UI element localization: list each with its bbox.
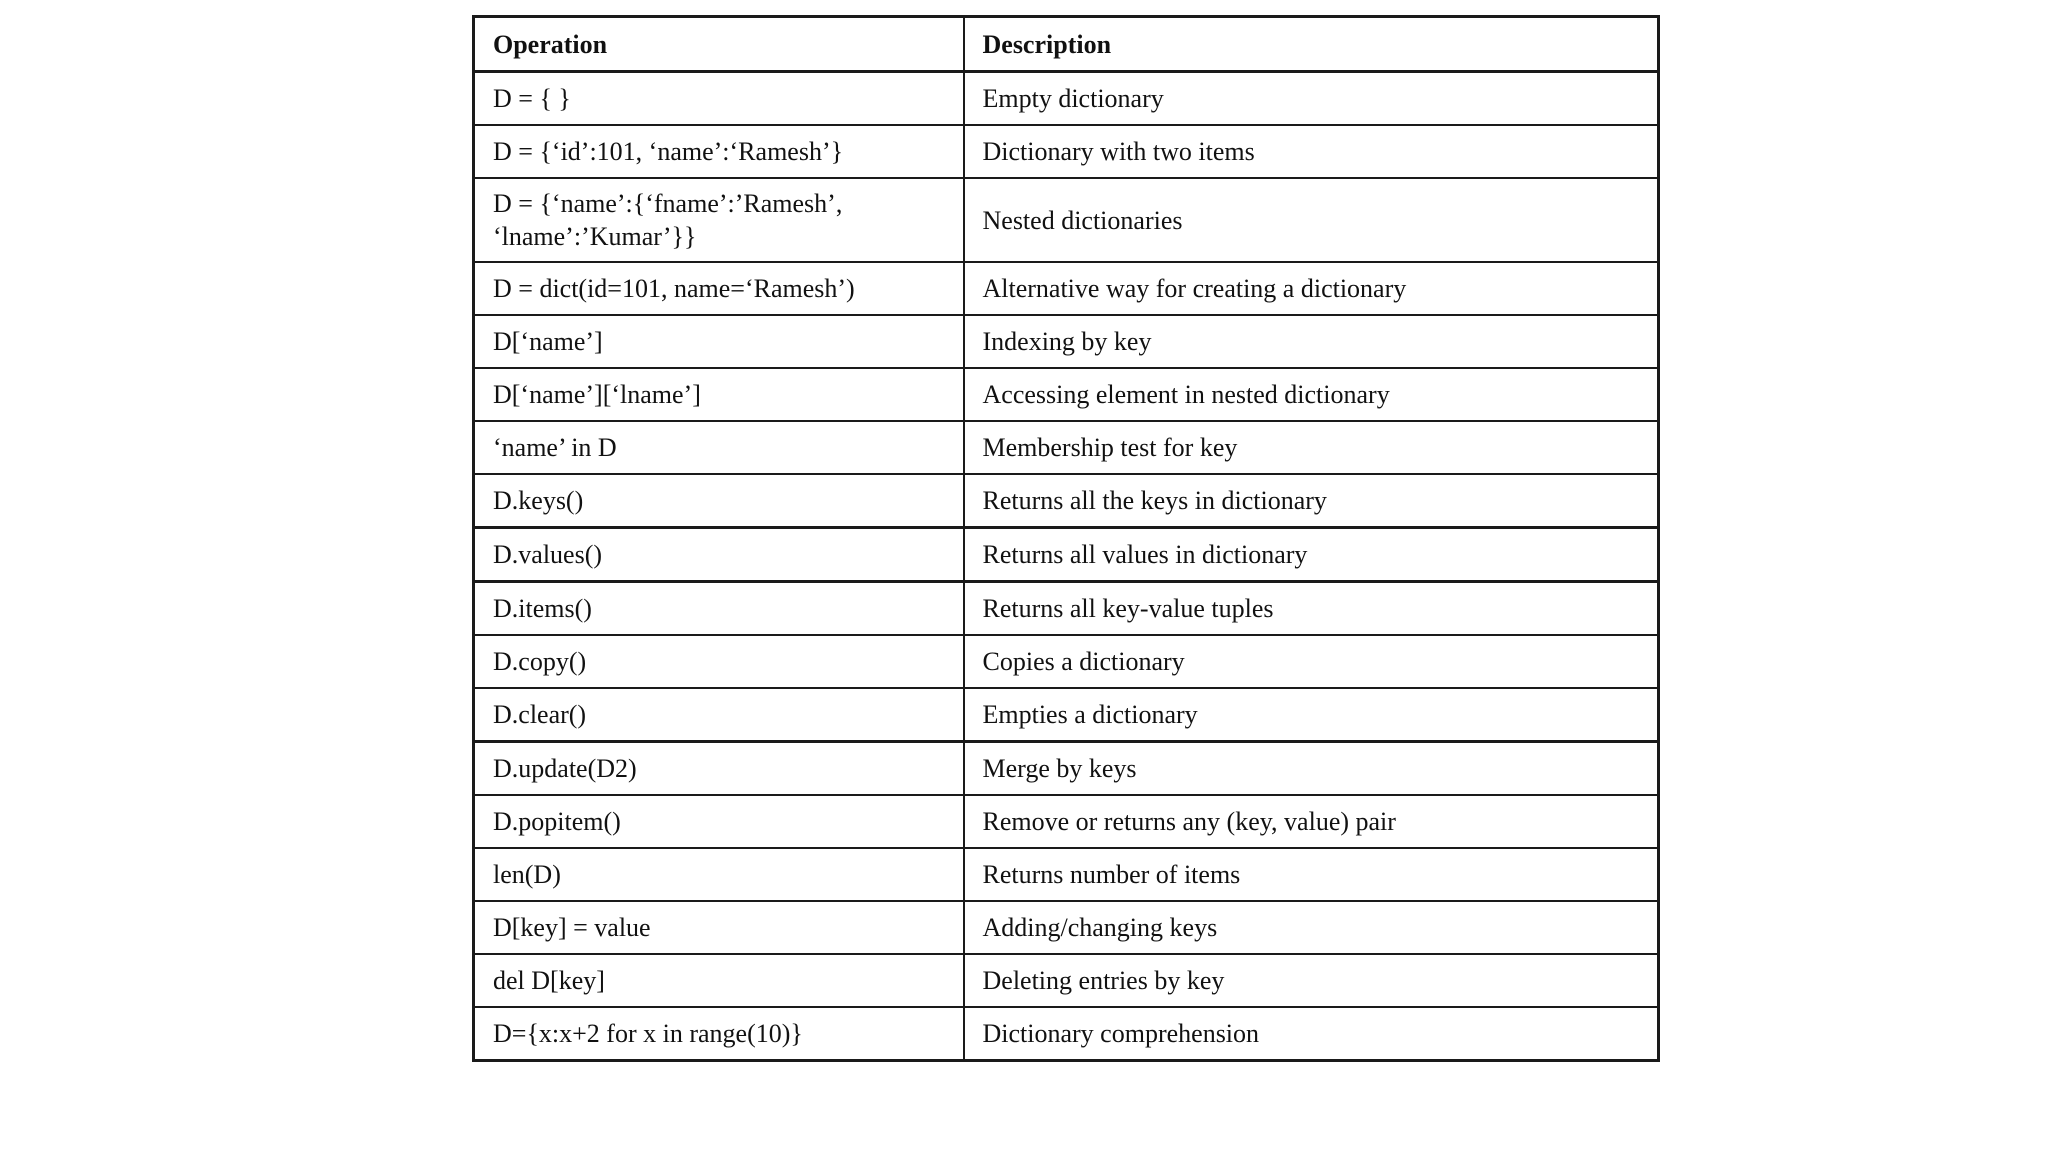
table-row [474, 1007, 1659, 1061]
table-row [474, 901, 1659, 954]
table-row [474, 315, 1659, 368]
description-cell: Empty dictionary [964, 72, 1659, 126]
description-cell: Copies a dictionary [964, 635, 1659, 688]
description-cell: Dictionary comprehension [964, 1007, 1659, 1061]
operation-cell: ‘name’ in D [474, 421, 964, 474]
operation-cell: D[‘name’][‘lname’] [474, 368, 964, 421]
operation-cell: D.values() [474, 528, 964, 582]
operation-cell: D.items() [474, 582, 964, 636]
table-row [474, 528, 1659, 582]
table-row [474, 688, 1659, 742]
description-cell: Merge by keys [964, 742, 1659, 796]
description-column-header: Description [964, 17, 1659, 72]
operation-column-header: Operation [474, 17, 964, 72]
description-cell: Returns all values in dictionary [964, 528, 1659, 582]
table-row [474, 125, 1659, 178]
table-row [474, 262, 1659, 315]
description-cell: Membership test for key [964, 421, 1659, 474]
operation-cell: D.keys() [474, 474, 964, 528]
description-cell: Returns all the keys in dictionary [964, 474, 1659, 528]
operation-cell: D = {‘name’:{‘fname’:’Ramesh’, ‘lname’:’Kumar’}} [474, 178, 964, 262]
description-cell: Nested dictionaries [964, 178, 1659, 262]
description-cell: Deleting entries by key [964, 954, 1659, 1007]
table-row [474, 421, 1659, 474]
table-header-row [474, 17, 1659, 72]
operation-cell: D.copy() [474, 635, 964, 688]
operation-cell: del D[key] [474, 954, 964, 1007]
dictionary-operations-table [472, 15, 1660, 1062]
operation-cell: D[‘name’] [474, 315, 964, 368]
description-cell: Adding/changing keys [964, 901, 1659, 954]
description-cell: Alternative way for creating a dictionary [964, 262, 1659, 315]
description-cell: Remove or returns any (key, value) pair [964, 795, 1659, 848]
table-row [474, 368, 1659, 421]
table-row [474, 742, 1659, 796]
table-row [474, 795, 1659, 848]
description-cell: Indexing by key [964, 315, 1659, 368]
table-row [474, 954, 1659, 1007]
operation-cell: D = dict(id=101, name=‘Ramesh’) [474, 262, 964, 315]
description-cell: Dictionary with two items [964, 125, 1659, 178]
table-row [474, 848, 1659, 901]
operation-cell: D.update(D2) [474, 742, 964, 796]
operation-cell: D.popitem() [474, 795, 964, 848]
table-row [474, 178, 1659, 262]
table-row [474, 635, 1659, 688]
description-cell: Accessing element in nested dictionary [964, 368, 1659, 421]
operation-cell: D = {‘id’:101, ‘name’:‘Ramesh’} [474, 125, 964, 178]
operation-cell: D[key] = value [474, 901, 964, 954]
table-row [474, 474, 1659, 528]
operation-cell: D = { } [474, 72, 964, 126]
description-cell: Returns number of items [964, 848, 1659, 901]
description-cell: Returns all key-value tuples [964, 582, 1659, 636]
table-row [474, 582, 1659, 636]
operation-cell: len(D) [474, 848, 964, 901]
table-row [474, 72, 1659, 126]
operation-cell: D.clear() [474, 688, 964, 742]
operation-cell: D={x:x+2 for x in range(10)} [474, 1007, 964, 1061]
description-cell: Empties a dictionary [964, 688, 1659, 742]
